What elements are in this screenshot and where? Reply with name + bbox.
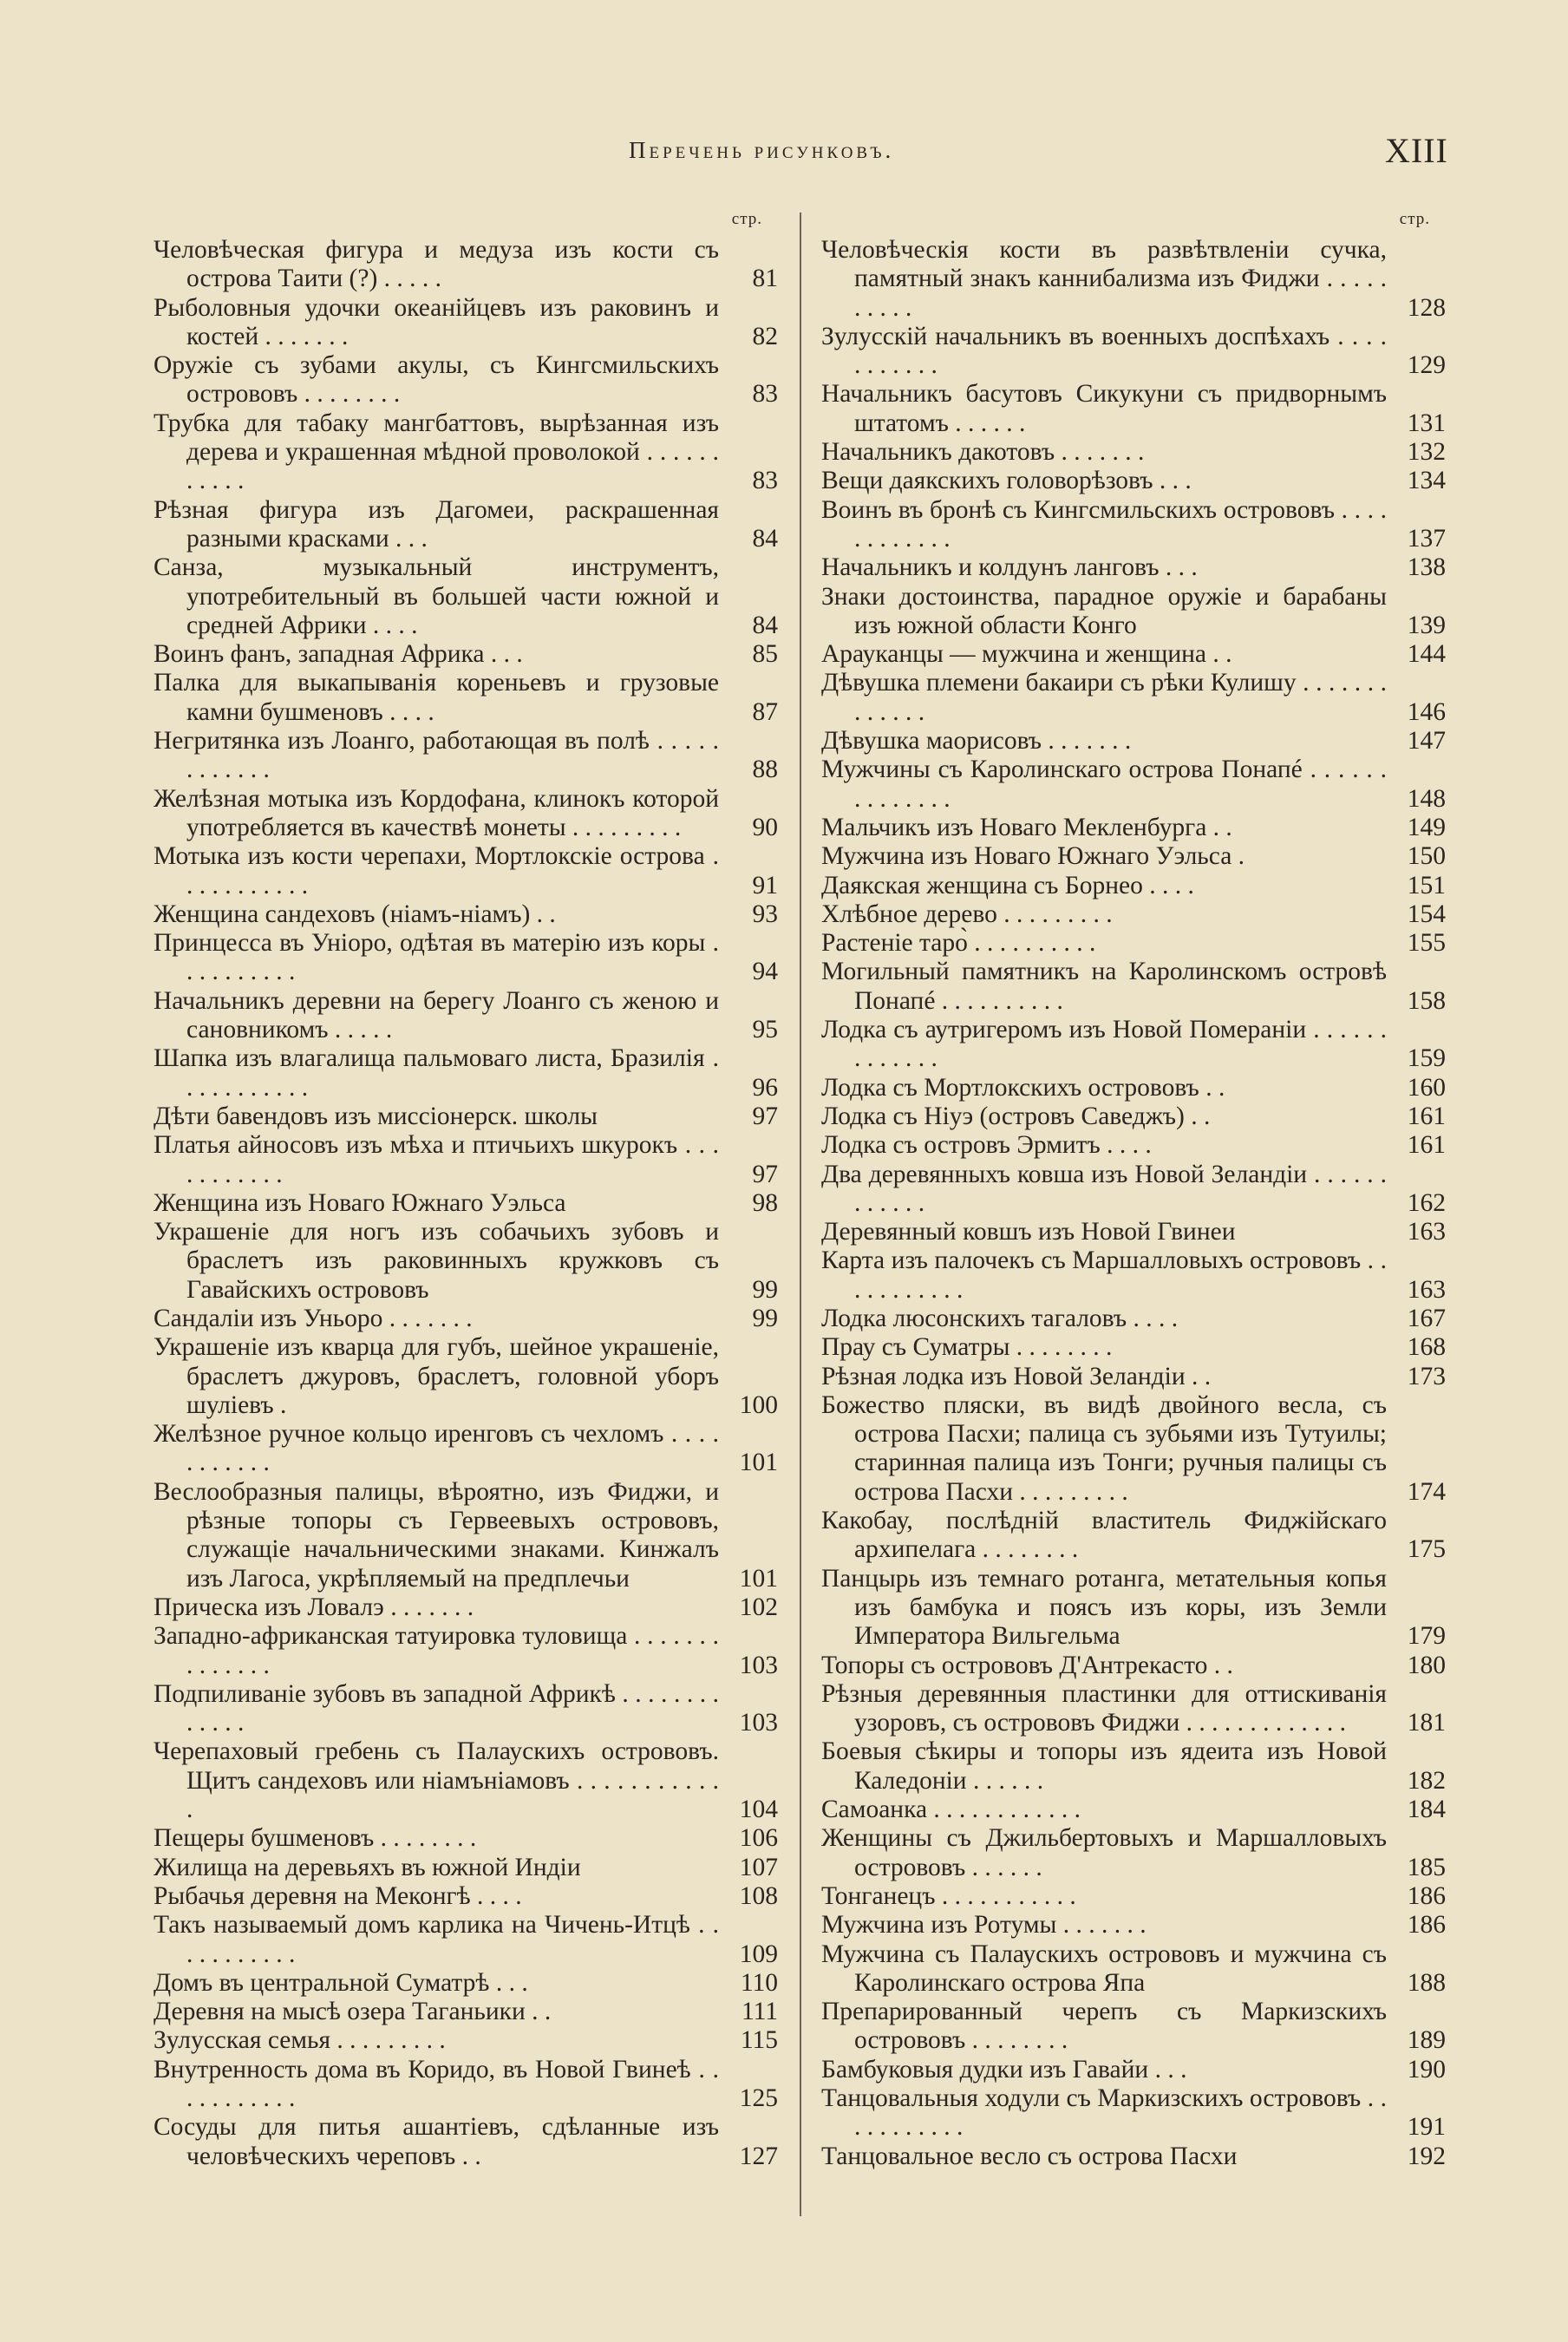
entry-title: Начальникъ деревни на берегу Лоанго съ женою и сановникомъ . . . . . — [154, 986, 719, 1044]
entry-page-number: 125 — [739, 2084, 778, 2112]
list-item — [154, 1102, 778, 1131]
list-item — [154, 1824, 778, 1853]
entry-page-number: 173 — [1407, 1362, 1446, 1390]
entry-page-number: 83 — [752, 467, 778, 495]
entry-page-number: 191 — [1407, 2113, 1446, 2142]
entry-title: Дѣвушка племени бакаири съ рѣки Кулишу . . . . . . . . . . . . . — [821, 669, 1387, 726]
right-column — [821, 210, 1446, 2171]
entry-title: Веслообразныя палицы, вѣроятно, изъ Фиджи, и рѣзные топоры съ Гервеевыхъ острововъ, служащіе начальническими знаками. Кинжалъ изъ Лагоса, укрѣпляемый на предплечьи — [154, 1477, 719, 1593]
entry-title: Человѣческія кости въ развѣтвленіи сучка, памятный знакъ каннибализма изъ Фиджи . . . . . . . . . . — [821, 236, 1387, 322]
entry-title: Внутренность дома въ Коридо, въ Новой Гвинеѣ . . . . . . . . . . . — [154, 2055, 719, 2112]
entry-page-number: 106 — [739, 1824, 778, 1853]
entry-page-number: 161 — [1407, 1131, 1446, 1160]
list-item — [821, 1565, 1446, 1652]
entry-page-number: 97 — [752, 1160, 778, 1188]
list-item — [821, 1680, 1446, 1738]
list-item — [821, 842, 1446, 871]
list-item — [821, 1882, 1446, 1911]
entry-title: Боевыя сѣкиры и топоры изъ ядеита изъ Новой Каледоніи . . . . . . — [821, 1737, 1387, 1795]
entry-page-number: 149 — [1407, 813, 1446, 841]
entry-title: Лодка съ островъ Эрмитъ . . . . — [821, 1131, 1152, 1160]
list-item — [821, 1507, 1446, 1565]
entry-page-number: 100 — [739, 1390, 778, 1419]
entry-title: Сандаліи изъ Уньоро . . . . . . . — [154, 1304, 473, 1332]
entry-page-number: 110 — [740, 1968, 778, 1997]
entry-title: Какобау, послѣдній властитель Фиджійскаго архипелага . . . . . . . . — [821, 1507, 1387, 1564]
entry-title: Дѣти бавендовъ изъ миссіонерск. школы — [154, 1102, 598, 1130]
entry-title: Лодка съ Мортлокскихъ острововъ . . — [821, 1073, 1225, 1102]
entry-title: Мотыка изъ кости черепахи, Мортлокскіе острова . . . . . . . . . . . — [154, 842, 719, 900]
entry-title: Подпиливаніе зубовъ въ западной Африкѣ . . . . . . . . . . . . . — [154, 1679, 719, 1737]
entry-page-number: 147 — [1407, 727, 1446, 756]
list-item — [821, 669, 1446, 727]
entry-page-number: 154 — [1407, 900, 1446, 928]
entry-page-number: 155 — [1407, 929, 1446, 958]
entry-page-number: 95 — [752, 1016, 778, 1044]
entry-title: Рыбачья деревня на Меконгѣ . . . . — [154, 1881, 522, 1910]
list-item — [154, 2026, 778, 2055]
entry-title: Желѣзное ручное кольцо иренговъ съ чехломъ . . . . . . . . . . . — [154, 1420, 719, 1477]
entry-page-number: 128 — [1407, 293, 1446, 322]
entry-page-number: 162 — [1407, 1188, 1446, 1217]
entry-title: Знаки достоинства, парадное оружіе и барабаны изъ южной области Конго — [821, 582, 1387, 639]
entry-title: Мужчина изъ Новаго Южнаго Уэльса . — [821, 842, 1245, 871]
list-item — [821, 900, 1446, 929]
entry-page-number: 103 — [739, 1709, 778, 1737]
list-item — [821, 2056, 1446, 2084]
entry-title: Прау съ Суматры . . . . . . . . — [821, 1333, 1113, 1362]
list-item — [154, 1044, 778, 1102]
entry-page-number: 163 — [1407, 1218, 1446, 1246]
entry-title: Рѣзная фигура изъ Дагомеи, раскрашенная разными красками . . . — [154, 495, 719, 553]
entry-title: Лодка люсонскихъ тагаловъ . . . . — [821, 1304, 1179, 1332]
entry-title: Растеніе таро̀ . . . . . . . . . . — [821, 929, 1096, 958]
entry-title: Зулусская семья . . . . . . . . . — [154, 2026, 446, 2055]
entry-page-number: 148 — [1407, 784, 1446, 813]
list-item — [821, 1911, 1446, 1940]
entry-title: Западно-африканская татуировка туловища . . . . . . . . . . . . . . — [154, 1622, 719, 1679]
list-item — [821, 814, 1446, 842]
entry-page-number: 131 — [1407, 409, 1446, 437]
list-item — [821, 496, 1446, 554]
entry-page-number: 91 — [752, 871, 778, 900]
entry-page-number: 127 — [739, 2142, 778, 2170]
list-item — [154, 1333, 778, 1420]
entry-title: Негритянка изъ Лоанго, работающая въ полѣ . . . . . . . . . . . . — [154, 727, 719, 784]
entry-title: Санза, музыкальный инструментъ, употребительный въ большей части южной и средней Африки . . . . — [154, 553, 719, 639]
entry-page-number: 146 — [1407, 697, 1446, 726]
entry-page-number: 144 — [1407, 640, 1446, 669]
list-item — [154, 1420, 778, 1478]
list-item — [154, 1305, 778, 1333]
entry-title: Деревянный ковшъ изъ Новой Гвинеи — [821, 1218, 1236, 1246]
list-item — [821, 958, 1446, 1016]
entry-page-number: 96 — [752, 1073, 778, 1102]
entry-page-number: 175 — [1407, 1535, 1446, 1564]
entry-title: Божество пляски, въ видѣ двойного весла, съ острова Пасхи; палица съ зубьями изъ Тутуилы; старинная палица изъ Тонги; ручныя палицы съ острова Пасхи . . . . . . . . . — [821, 1390, 1387, 1506]
entry-title: Украшеніе для ногъ изъ собачьихъ зубовъ и браслетъ изъ раковинныхъ кружковъ съ Гавайскихъ острововъ — [154, 1218, 719, 1304]
list-item — [154, 2056, 778, 2114]
entry-title: Желѣзная мотыка изъ Кордофана, клинокъ которой употребляется въ качествѣ монеты . . . . . . . . . — [154, 784, 719, 841]
list-item — [154, 987, 778, 1045]
entry-page-number: 108 — [739, 1881, 778, 1910]
entry-title: Вещи даякскихъ головорѣзовъ . . . — [821, 467, 1192, 495]
entry-title: Такъ называемый домъ карлика на Чичень-Итцѣ . . . . . . . . . . . — [154, 1911, 719, 1968]
entry-title: Принцесса въ Уніоро, одѣтая въ матерію изъ коры . . . . . . . . . . — [154, 929, 719, 986]
entry-page-number: 138 — [1407, 553, 1446, 582]
page-column-label: стр. — [731, 210, 762, 228]
entry-title: Воинъ въ бронѣ съ Кингсмильскихъ острововъ . . . . . . . . . . . . — [821, 495, 1387, 553]
list-item — [154, 553, 778, 640]
entry-title: Панцырь изъ темнаго ротанга, метательныя копья изъ бамбука и поясъ изъ коры, изъ Земли Императора Вильгельма — [821, 1564, 1387, 1651]
list-item — [821, 2084, 1446, 2142]
list-item — [154, 1854, 778, 1882]
list-item — [154, 1969, 778, 1998]
entry-list — [821, 236, 1446, 2171]
entry-title: Пещеры бушменовъ . . . . . . . . — [154, 1824, 477, 1853]
list-item — [821, 872, 1446, 900]
entry-title: Два деревянныхъ ковша изъ Новой Зеландіи . . . . . . . . . . . . — [821, 1160, 1387, 1217]
page-column-label: стр. — [1399, 210, 1430, 228]
list-item — [154, 294, 778, 352]
entry-page-number: 99 — [752, 1275, 778, 1304]
entry-title: Арауканцы — мужчина и женщина . . — [821, 640, 1232, 669]
list-item — [821, 1246, 1446, 1305]
entry-title: Начальникъ дакотовъ . . . . . . . — [821, 438, 1145, 467]
entry-page-number: 150 — [1407, 842, 1446, 871]
entry-title: Жилища на деревьяхъ въ южной Индіи — [154, 1853, 581, 1881]
entry-title: Мужчина изъ Ротумы . . . . . . . — [821, 1911, 1147, 1940]
entry-page-number: 83 — [752, 380, 778, 409]
entry-page-number: 134 — [1407, 467, 1446, 495]
list-item — [154, 1218, 778, 1305]
entry-page-number: 129 — [1407, 351, 1446, 380]
entry-page-number: 188 — [1407, 1968, 1446, 1997]
list-item — [154, 929, 778, 987]
entry-page-number: 99 — [752, 1304, 778, 1332]
list-item — [821, 2142, 1446, 2171]
entry-page-number: 94 — [752, 958, 778, 986]
entry-title: Танцовальныя ходули съ Маркизскихъ острововъ . . . . . . . . . . . — [821, 2084, 1387, 2142]
list-item — [154, 1911, 778, 1969]
list-item — [821, 1333, 1446, 1362]
entry-title: Танцовальное весло съ острова Пасхи — [821, 2142, 1238, 2170]
list-item — [821, 1074, 1446, 1102]
entry-title: Мужчина съ Палаускихъ острововъ и мужчина съ Каролинскаго острова Япа — [821, 1940, 1387, 1997]
list-item — [821, 438, 1446, 467]
entry-page-number: 85 — [752, 640, 778, 669]
running-title: Перечень рисунковъ. — [629, 137, 895, 163]
entry-page-number: 161 — [1407, 1102, 1446, 1130]
list-item — [821, 640, 1446, 669]
entry-title: Лодка съ Ніуэ (островъ Саведжъ) . . — [821, 1102, 1211, 1130]
entry-page-number: 104 — [739, 1796, 778, 1824]
entry-title: Хлѣбное дерево . . . . . . . . . — [821, 900, 1113, 928]
list-item — [821, 380, 1446, 438]
entry-page-number: 186 — [1407, 1881, 1446, 1910]
entry-page-number: 139 — [1407, 611, 1446, 639]
entry-title: Рыболовныя удочки океанійцевъ изъ раковинъ и костей . . . . . . . — [154, 293, 719, 350]
entry-title: Лодка съ аутригеромъ изъ Новой Помераніи . . . . . . . . . . . . . — [821, 1016, 1387, 1073]
list-item — [154, 236, 778, 294]
entry-title: Препарированный черепъ съ Маркизскихъ острововъ . . . . . . . . — [821, 1998, 1387, 2055]
entry-title: Палка для выкапыванія кореньевъ и грузовые камни бушменовъ . . . . — [154, 669, 719, 726]
list-item — [154, 409, 778, 496]
entry-page-number: 93 — [752, 900, 778, 928]
list-item — [821, 583, 1446, 641]
entry-title: Воинъ фанъ, западная Африка . . . — [154, 640, 523, 669]
entry-page-number: 103 — [739, 1651, 778, 1679]
list-item — [154, 900, 778, 929]
entry-title: Мальчикъ изъ Новаго Мекленбурга . . — [821, 813, 1232, 841]
entry-page-number: 97 — [752, 1102, 778, 1130]
entry-title: Начальникъ басутовъ Сикукуни съ придворнымъ штатомъ . . . . . . — [821, 380, 1387, 437]
entry-page-number: 137 — [1407, 524, 1446, 553]
list-item — [821, 756, 1446, 814]
entry-page-number: 180 — [1407, 1651, 1446, 1679]
list-item — [821, 1391, 1446, 1507]
entry-page-number: 190 — [1407, 2055, 1446, 2084]
list-item — [154, 496, 778, 554]
entry-page-number: 182 — [1407, 1766, 1446, 1795]
page-header — [0, 130, 1568, 182]
list-item — [821, 727, 1446, 756]
entry-title: Тонганецъ . . . . . . . . . . . — [821, 1881, 1076, 1910]
entry-title: Женщина сандеховъ (ніамъ-ніамъ) . . — [154, 900, 556, 928]
list-item — [821, 1998, 1446, 2056]
entry-page-number: 87 — [752, 697, 778, 726]
entry-title: Прическа изъ Ловалэ . . . . . . . — [154, 1593, 474, 1621]
entry-page-number: 115 — [740, 2026, 778, 2055]
entry-title: Рѣзная лодка изъ Новой Зеландіи . . — [821, 1362, 1212, 1390]
list-item — [821, 553, 1446, 582]
entry-title: Украшеніе изъ кварца для губъ, шейное украшеніе, браслетъ джуровъ, браслетъ, головной уборъ шуліевъ . — [154, 1333, 719, 1419]
entry-title: Топоры съ острововъ Д'Антрекасто . . — [821, 1651, 1233, 1679]
entry-page-number: 179 — [1407, 1622, 1446, 1651]
list-item — [154, 785, 778, 843]
list-item — [821, 1102, 1446, 1131]
entry-page-number: 168 — [1407, 1333, 1446, 1362]
list-item — [821, 1652, 1446, 1680]
entry-page-number: 102 — [739, 1593, 778, 1621]
entry-page-number: 186 — [1407, 1911, 1446, 1940]
entry-page-number: 81 — [752, 265, 778, 293]
entry-page-number: 192 — [1407, 2142, 1446, 2170]
entry-title: Сосуды для питья ашантіевъ, сдѣланные изъ человѣческихъ череповъ . . — [154, 2113, 719, 2170]
list-item — [154, 1593, 778, 1622]
entry-page-number: 163 — [1407, 1275, 1446, 1304]
entry-title: Карта изъ палочекъ съ Маршалловыхъ острововъ . . . . . . . . . . . — [821, 1246, 1387, 1304]
entry-page-number: 132 — [1407, 438, 1446, 467]
entry-title: Человѣческая фигура и медуза изъ кости съ острова Таити (?) . . . . . — [154, 236, 719, 293]
entry-title: Зулусскій начальникъ въ военныхъ доспѣхахъ . . . . . . . . . . . — [821, 322, 1387, 380]
entry-title: Женщина изъ Новаго Южнаго Уэльса — [154, 1188, 566, 1217]
list-item — [821, 323, 1446, 381]
list-item — [154, 727, 778, 785]
entry-page-number: 159 — [1407, 1044, 1446, 1073]
entry-title: Могильный памятникъ на Каролинскомъ островѣ Понапé . . . . . . . . . . — [821, 958, 1387, 1015]
entry-title: Деревня на мысѣ озера Таганьики . . — [154, 1998, 552, 2026]
entry-title: Даякская женщина съ Борнео . . . . — [821, 871, 1194, 900]
list-item — [154, 842, 778, 900]
entry-title: Оружіе съ зубами акулы, съ Кингсмильскихъ острововъ . . . . . . . . — [154, 351, 719, 409]
entry-title: Мужчины съ Каролинскаго острова Понапé . . . . . . . . . . . . . . — [821, 756, 1387, 813]
list-item — [821, 1016, 1446, 1074]
entry-page-number: 189 — [1407, 2026, 1446, 2055]
entry-title: Дѣвушка маорисовъ . . . . . . . — [821, 727, 1132, 756]
list-item — [154, 1882, 778, 1911]
list-item — [154, 2113, 778, 2171]
list-item — [154, 1189, 778, 1218]
list-item — [821, 236, 1446, 323]
entry-page-number: 111 — [741, 1998, 778, 2026]
page-number: XIII — [1385, 131, 1448, 170]
entry-page-number: 109 — [739, 1940, 778, 1968]
entry-title: Черепаховый гребень съ Палаускихъ острововъ. Щитъ сандеховъ или ніамъніамовъ . . . . . . . . . . . . — [154, 1737, 719, 1824]
entry-page-number: 185 — [1407, 1853, 1446, 1881]
list-item — [154, 1131, 778, 1189]
list-item — [154, 1622, 778, 1680]
entry-page-number: 184 — [1407, 1796, 1446, 1824]
list-item — [154, 669, 778, 727]
entry-page-number: 98 — [752, 1188, 778, 1217]
list-item — [154, 1680, 778, 1738]
entry-title: Начальникъ и колдунъ ланговъ . . . — [821, 553, 1198, 582]
entry-title: Самоанка . . . . . . . . . . . . — [821, 1796, 1081, 1824]
entry-title: Женщины съ Джильбертовыхъ и Маршалловыхъ острововъ . . . . . . — [821, 1824, 1387, 1881]
list-item — [821, 1737, 1446, 1796]
entry-title: Шапка изъ влагалища пальмоваго листа, Бразилія . . . . . . . . . . . — [154, 1044, 719, 1102]
list-item — [821, 1218, 1446, 1246]
entry-page-number: 88 — [752, 756, 778, 784]
entry-page-number: 101 — [739, 1564, 778, 1593]
list-item — [821, 467, 1446, 495]
entry-title: Рѣзныя деревянныя пластинки для оттискиванія узоровъ, съ острововъ Фиджи . . . . . . . . . . . . . — [821, 1679, 1387, 1737]
entry-page-number: 158 — [1407, 986, 1446, 1015]
list-item — [821, 1796, 1446, 1824]
list-item — [821, 1824, 1446, 1882]
entry-title: Трубка для табаку мангбаттовъ, вырѣзанная изъ дерева и украшенная мѣдной проволокой . . . . . . . . . . . — [154, 409, 719, 495]
left-column — [154, 210, 778, 2171]
entry-page-number: 82 — [752, 322, 778, 350]
column-divider — [800, 213, 801, 2216]
entry-title: Бамбуковыя дудки изъ Гавайи . . . — [821, 2055, 1187, 2084]
entry-page-number: 84 — [752, 611, 778, 639]
entry-page-number: 167 — [1407, 1304, 1446, 1332]
list-item — [154, 640, 778, 669]
entry-page-number: 101 — [739, 1449, 778, 1477]
entry-page-number: 84 — [752, 524, 778, 553]
entry-page-number: 151 — [1407, 871, 1446, 900]
entry-page-number: 107 — [739, 1853, 778, 1881]
list-item — [154, 1737, 778, 1824]
list-item — [821, 1131, 1446, 1160]
list-item — [821, 1305, 1446, 1333]
list-item — [821, 1161, 1446, 1219]
entry-page-number: 160 — [1407, 1073, 1446, 1102]
list-item — [154, 1998, 778, 2026]
entry-page-number: 181 — [1407, 1709, 1446, 1737]
entry-title: Домъ въ центральной Суматрѣ . . . — [154, 1968, 528, 1997]
entry-title: Платья айносовъ изъ мѣха и птичьихъ шкурокъ . . . . . . . . . . . — [154, 1131, 719, 1188]
entry-page-number: 90 — [752, 813, 778, 841]
list-item — [821, 1940, 1446, 1999]
entry-page-number: 174 — [1407, 1477, 1446, 1506]
list-item — [821, 929, 1446, 958]
list-item — [154, 351, 778, 409]
list-item — [821, 1363, 1446, 1391]
list-item — [154, 1478, 778, 1593]
entry-list — [154, 236, 778, 2171]
